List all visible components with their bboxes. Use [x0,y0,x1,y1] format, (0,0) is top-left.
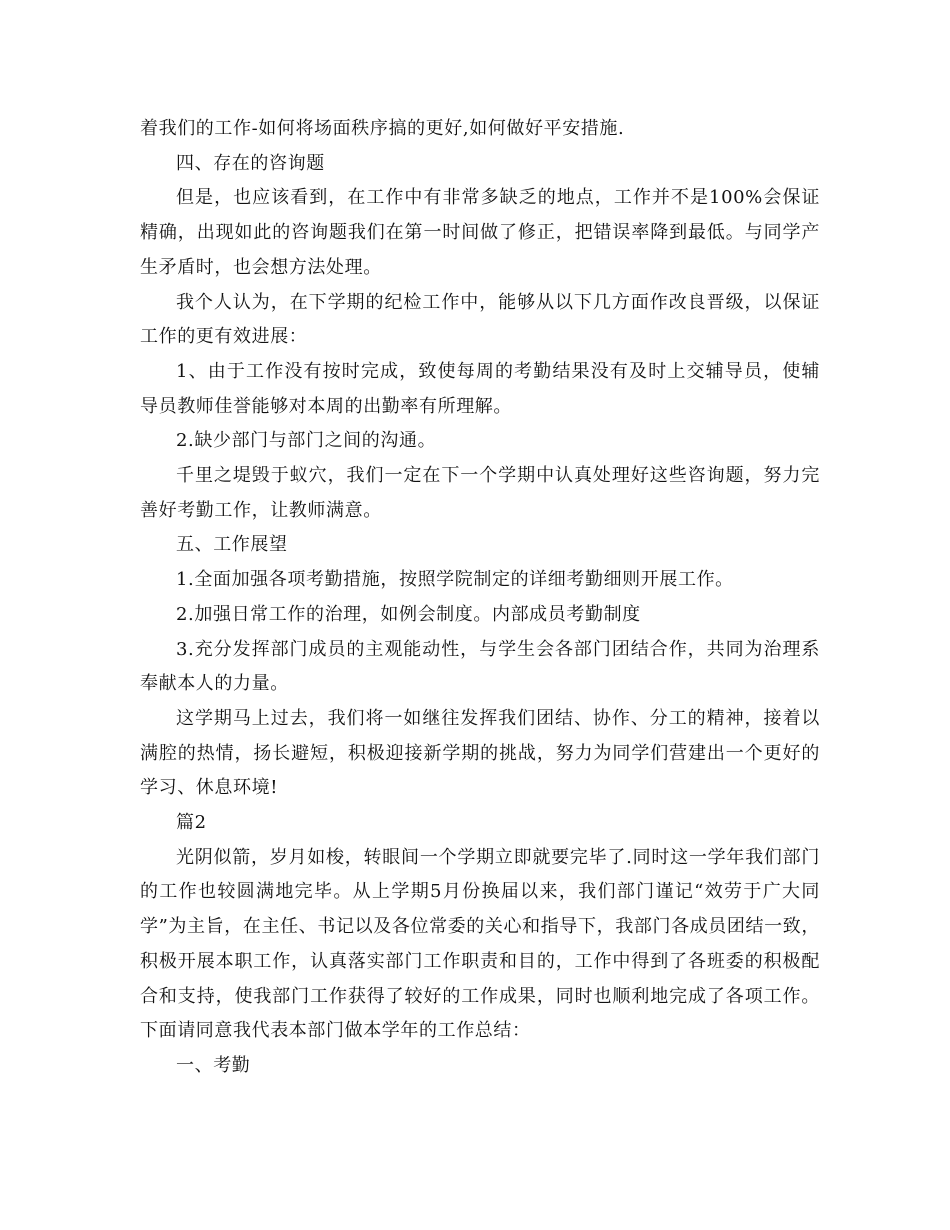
section-heading-outlook: 五、工作展望 [176,534,288,556]
paragraph: 我个人认为，在下学期的纪检工作中，能够从以下几方面作改良晋级，以保证工作的更有效进展： [140,291,820,348]
list-item: 1.全面加强各项考勤措施，按照学院制定的详细考勤细则开展工作。 [176,569,734,591]
article-heading: 篇2 [176,812,207,834]
paragraph: 千里之堤毁于蚁穴，我们一定在下一个学期中认真处理好这些咨询题，努力完善好考勤工作，让教师满意。 [140,465,820,521]
list-item: 3.充分发挥部门成员的主观能动性，与学生会各部门团结合作，共同为治理系奉献本人的力量。 [140,638,820,695]
list-item: 2.缺少部门与部门之间的沟通。 [176,430,437,452]
section-heading-problems: 四、存在的咨询题 [176,152,325,174]
paragraph: 但是，也应该看到，在工作中有非常多缺乏的地点，工作并不是100%会保证精确，出现如此的咨询题我们在第一时间做了修正，把错误率降到最低。与同学产生矛盾时，也会想方法处理。 [140,187,820,278]
paragraph: 这学期马上过去，我们将一如继往发挥我们团结、协作、分工的精神，接着以满腔的热情，扬长避短，积极迎接新学期的挑战，努力为同学们营建出一个更好的学习、休息环境! [140,707,820,799]
list-item: 1、由于工作没有按时完成，致使每周的考勤结果没有及时上交辅导员，使辅导员教师佳誉能够对本周的出勤率有所理解。 [140,360,820,417]
document-body [140,112,820,1084]
paragraph-continuation: 着我们的工作-如何将场面秩序搞的更好,如何做好平安措施. [140,118,625,139]
section-heading-attendance: 一、考勤 [176,1054,251,1076]
paragraph: 光阴似箭，岁月如梭，转眼间一个学期立即就要完毕了.同时这一学年我们部门的工作也较圆满地完毕。从上学期5月份换届以来，我们部门谨记“效劳于广大同学”为主旨，在主任、书记以及各位常委的关心和指导下，我部门各成员团结一致，积极开展本职工作，认真落实部门工作职责和目的，工作中得到了各班委的积极配合和支持，使我部门工作获得了较好的工作成果，同时也顺利地完成了各项工作。下面请同意我代表本部门做本学年的工作总结： [140,846,820,1042]
list-item: 2.加强日常工作的治理，如例会制度。内部成员考勤制度 [176,603,641,625]
